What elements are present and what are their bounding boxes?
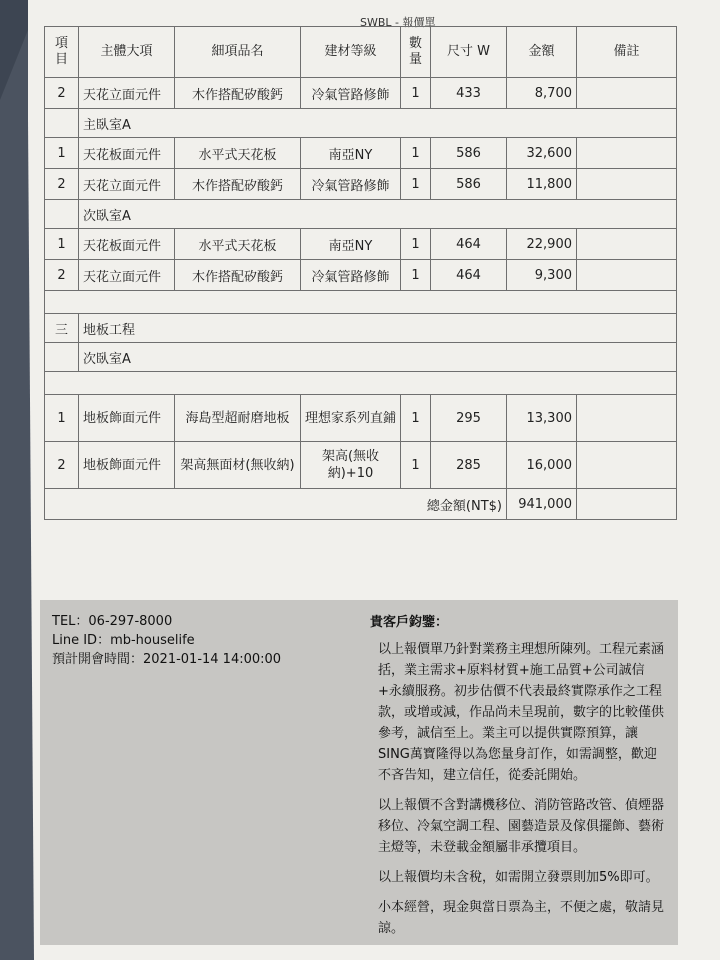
cell-remark: [577, 169, 677, 200]
cell-product: 架高無面材(無收納): [175, 442, 301, 489]
cell-remark: [577, 395, 677, 442]
cell-size: 464: [431, 229, 507, 260]
terms-notes: [370, 612, 668, 948]
table-row: [45, 229, 677, 260]
cell-empty: [45, 343, 79, 372]
table-row: [45, 395, 677, 442]
total-value: 941,000: [507, 489, 577, 520]
spacer-row: [45, 291, 677, 314]
cell-material: 架高(無收納)+10: [301, 442, 401, 489]
total-row: [45, 489, 677, 520]
cell-amount: 9,300: [507, 260, 577, 291]
room-name: 次臥室A: [79, 343, 677, 372]
cell-amount: 22,900: [507, 229, 577, 260]
table-row: [45, 78, 677, 109]
cell-category: 天花板面元件: [79, 229, 175, 260]
cell-product: 木作搭配矽酸鈣: [175, 260, 301, 291]
cell-category: 天花立面元件: [79, 78, 175, 109]
cell-material: 南亞NY: [301, 138, 401, 169]
cell-size: 586: [431, 138, 507, 169]
table-row: [45, 169, 677, 200]
quote-table: [44, 26, 677, 520]
document-title: SWBL - 報價單: [360, 16, 436, 29]
cell-remark: [577, 138, 677, 169]
cell-no: 1: [45, 138, 79, 169]
cell-material: 冷氣管路修飾: [301, 78, 401, 109]
cell-category: 地板飾面元件: [79, 442, 175, 489]
cell-amount: 11,800: [507, 169, 577, 200]
cell-product: 水平式天花板: [175, 138, 301, 169]
cell-size: 285: [431, 442, 507, 489]
header-product: 細項品名: [175, 27, 301, 78]
phone-number: TEL：06-297-8000: [52, 614, 173, 629]
room-name: 主臥室A: [79, 109, 677, 138]
footer-panel: [40, 600, 678, 945]
notes-paragraph: 以上報價單乃針對業務主理想所陳列。工程元素涵括，業主需求+原料材質+施工品質+公司誠信+永續服務。初步估價不代表最終實際承作之工程款，或增或減，作品尚未呈現前，數字的比較僅供參考，誠信至上。業主可以提供實際預算，讓SING萬寶隆得以為您量身訂作，如需調整，歡迎不吝告知，建立信任，從委託開始。: [378, 642, 665, 783]
cell-no: 1: [45, 395, 79, 442]
notes-paragraph: 以上報價均未含稅，如需開立發票則加5%即可。: [378, 870, 659, 885]
cell-remark: [577, 229, 677, 260]
cell-material: 冷氣管路修飾: [301, 260, 401, 291]
cell-amount: 13,300: [507, 395, 577, 442]
cell-qty: 1: [401, 395, 431, 442]
cell-amount: 8,700: [507, 78, 577, 109]
table-row: [45, 260, 677, 291]
cell-category: 地板飾面元件: [79, 395, 175, 442]
contact-info: [52, 612, 281, 669]
cell-size: 464: [431, 260, 507, 291]
cell-qty: 1: [401, 442, 431, 489]
spacer-cell: [45, 291, 677, 314]
header-amount: 金額: [507, 27, 577, 78]
cell-size: 586: [431, 169, 507, 200]
meeting-time: 預計開會時間：2021-01-14 14:00:00: [52, 652, 282, 667]
header-material: 建材等級: [301, 27, 401, 78]
notes-paragraph: 以上報價不含對講機移位、消防管路改管、偵煙器移位、冷氣空調工程、園藝造景及傢俱擺飾、藝術主燈等，未登載金額屬非承攬項目。: [378, 798, 665, 855]
cell-size: 433: [431, 78, 507, 109]
cell-category: 天花立面元件: [79, 260, 175, 291]
header-item-no: 項目: [45, 27, 79, 78]
cell-product: 水平式天花板: [175, 229, 301, 260]
notes-heading: 貴客戶鈞鑒：: [370, 615, 449, 630]
line-id: Line ID：mb-houselife: [52, 633, 195, 648]
cell-product: 木作搭配矽酸鈣: [175, 169, 301, 200]
cell-size: 295: [431, 395, 507, 442]
section-row: [45, 314, 677, 343]
cell-product: 海島型超耐磨地板: [175, 395, 301, 442]
cell-material: 南亞NY: [301, 229, 401, 260]
cell-remark: [577, 78, 677, 109]
cell-no: 2: [45, 260, 79, 291]
notes-paragraph: 小本經營，現金與當日票為主，不便之處，敬請見諒。: [378, 900, 665, 936]
spacer-cell: [45, 372, 677, 395]
cell-qty: 1: [401, 229, 431, 260]
header-qty: 數量: [401, 27, 431, 78]
room-row: [45, 343, 677, 372]
cell-material: 理想家系列直鋪: [301, 395, 401, 442]
room-name: 次臥室A: [79, 200, 677, 229]
cell-category: 天花立面元件: [79, 169, 175, 200]
table-row: [45, 138, 677, 169]
section-title: 地板工程: [79, 314, 677, 343]
header-category: 主體大項: [79, 27, 175, 78]
cell-category: 天花板面元件: [79, 138, 175, 169]
room-row: [45, 109, 677, 138]
cell-qty: 1: [401, 138, 431, 169]
cell-qty: 1: [401, 260, 431, 291]
cell-qty: 1: [401, 78, 431, 109]
cell-material: 冷氣管路修飾: [301, 169, 401, 200]
cell-empty: [45, 200, 79, 229]
cell-no: 2: [45, 169, 79, 200]
cell-qty: 1: [401, 169, 431, 200]
section-number: 三: [45, 314, 79, 343]
table-row: [45, 442, 677, 489]
cell-no: 2: [45, 78, 79, 109]
cell-amount: 32,600: [507, 138, 577, 169]
total-label: 總金額(NT$): [45, 489, 507, 520]
header-remark: 備註: [577, 27, 677, 78]
cell-remark: [577, 260, 677, 291]
spacer-row: [45, 372, 677, 395]
cell-remark: [577, 442, 677, 489]
header-row: [45, 27, 677, 78]
cell-remark: [577, 489, 677, 520]
cell-product: 木作搭配矽酸鈣: [175, 78, 301, 109]
cell-amount: 16,000: [507, 442, 577, 489]
cell-no: 2: [45, 442, 79, 489]
room-row: [45, 200, 677, 229]
cell-empty: [45, 109, 79, 138]
header-size: 尺寸 W: [431, 27, 507, 78]
cell-no: 1: [45, 229, 79, 260]
